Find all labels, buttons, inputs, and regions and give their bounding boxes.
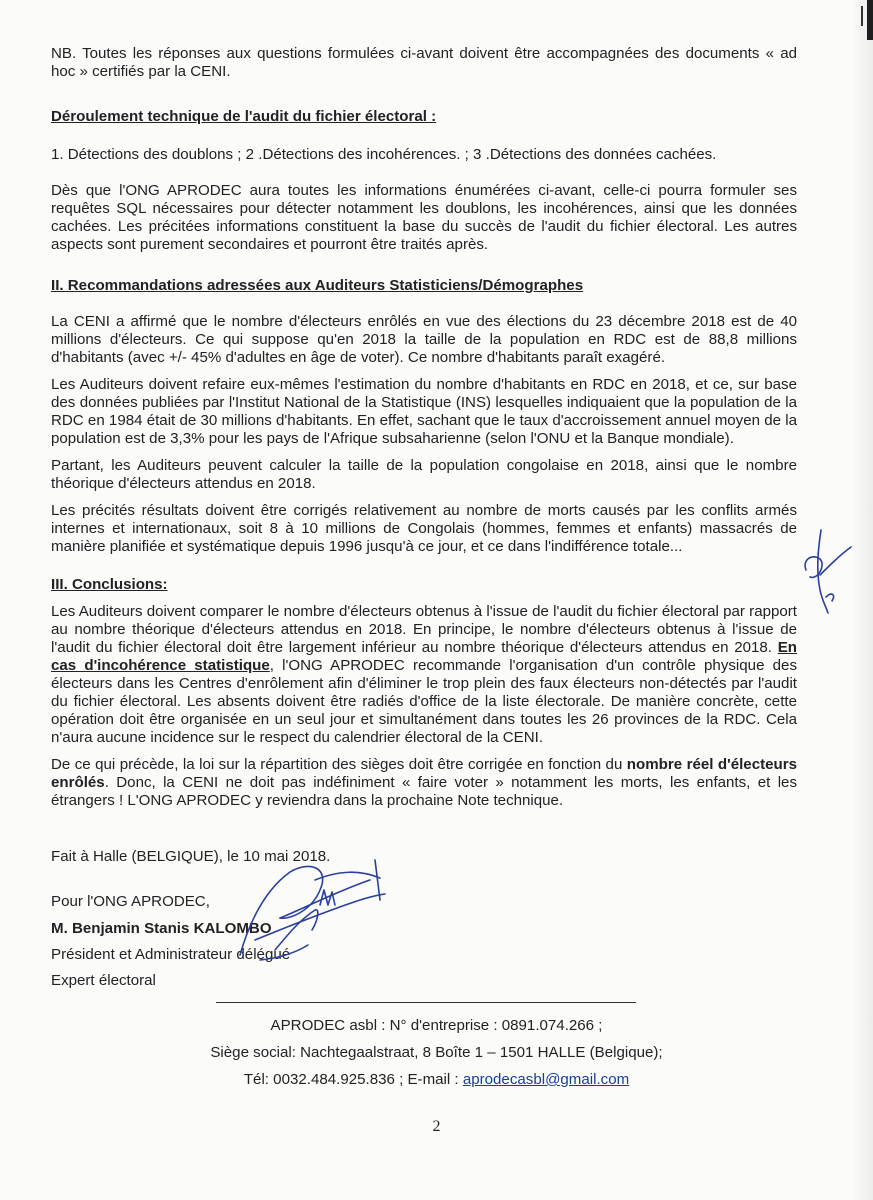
footer-rule	[216, 1002, 636, 1003]
recommendations-paragraph-1: La CENI a affirmé que le nombre d'électeurs enrôlés en vue des élections du 23 décembre 2018 est de 40 millions d'électeurs. Ce qui suppose qu'en 2018 la taille de la population en RDC est de 88,8 millions d'habitants (avec +/- 45% d'adultes en âge de voter). Ce nombre d'habitants paraît exagéré.	[51, 313, 797, 366]
place-date: Fait à Halle (BELGIQUE), le 10 mai 2018.	[51, 848, 331, 865]
conclusions-paragraph-1	[51, 603, 797, 747]
footer-company-number: APRODEC asbl : N° d'entreprise : 0891.074.266 ;	[270, 1017, 603, 1034]
signatory-role: Président et Administrateur délégué	[51, 946, 291, 963]
footer-address: Siège social: Nachtegaalstraat, 8 Boîte 1 – 1501 HALLE (Belgique);	[210, 1044, 663, 1061]
footer-phone: Tél: 0032.484.925.836 ; E-mail :	[243, 1071, 463, 1088]
conclusions-p2-end: . Donc, la CENI ne doit pas indéfiniment « faire voter » notamment les morts, les enfants, et les étrangers ! L'ONG APRODEC y reviendra dans la prochaine Note technique.	[51, 774, 797, 809]
handwritten-signature	[220, 860, 390, 970]
document-body	[51, 40, 797, 810]
footer-contact	[0, 1071, 873, 1088]
recommendations-section-title: II. Recommandations adressées aux Auditeurs Statisticiens/Démographes	[51, 277, 584, 294]
recommendations-paragraph-3: Partant, les Auditeurs peuvent calculer la taille de la population congolaise en 2018, ainsi que le nombre théorique d'électeurs attendus en 2018.	[51, 457, 797, 492]
conclusions-p1-end: , l'ONG APRODEC recommande l'organisation d'un contrôle physique des électeurs dans les Centres d'enrôlement afin d'éliminer le trop plein des faux électeurs non-détectés par l'audit du fichier électoral. Les absents doivent être radiés d'office de la liste électorale. De manière concrète, cette opération doit être organisée en un seul jour et simultanément dans toutes les 26 provinces de la RDC. Cela n'aura aucune incidence sur le respect du calendrier électoral de la CENI.	[51, 657, 797, 746]
audit-section-title: Déroulement technique de l'audit du fichier électoral :	[51, 108, 437, 125]
conclusions-section-title: III. Conclusions:	[51, 576, 168, 593]
scan-edge-tick	[861, 6, 863, 26]
footer-email-link[interactable]: aprodecasbl@gmail.com	[462, 1071, 630, 1088]
conclusions-paragraph-2	[51, 756, 797, 810]
page-number: 2	[432, 1118, 441, 1135]
audit-paragraph: Dès que l'ONG APRODEC aura toutes les informations énumérées ci-avant, celle-ci pourra formuler ses requêtes SQL nécessaires pour détecter notamment les doublons, les incohérences, ainsi que les données cachées. Les précitées informations constituent la base du succès de l'audit du fichier électoral. Les autres aspects sont purement secondaires et pourront être traités après.	[51, 182, 797, 253]
signatory-expertise: Expert électoral	[51, 972, 156, 989]
margin-initials	[796, 525, 856, 620]
audit-steps: 1. Détections des doublons ; 2 .Détections des incohérences. ; 3 .Détections des données cachées.	[51, 146, 717, 163]
statistical-incoherence-emphasis: En cas d'incohérence statistique	[51, 639, 797, 674]
nb-paragraph: NB. Toutes les réponses aux questions formulées ci-avant doivent être accompagnées des documents « ad hoc » certifiés par la CENI.	[51, 45, 797, 80]
conclusions-p1-start: Les Auditeurs doivent comparer le nombre d'électeurs obtenus à l'issue de l'audit du fichier électoral par rapport au nombre théorique d'électeurs attendus en 2018. En principe, le nombre d'électeurs obtenus à l'issue de l'audit du fichier électoral doit être largement inférieur au nombre théorique d'électeurs attendus en 2018.	[51, 603, 797, 656]
for-organization: Pour l'ONG APRODEC,	[51, 893, 210, 910]
signatory-name: M. Benjamin Stanis KALOMBO	[51, 920, 272, 937]
conclusions-p2-start: De ce qui précède, la loi sur la répartition des sièges doit être corrigée en fonction du	[51, 756, 627, 773]
recommendations-paragraph-2: Les Auditeurs doivent refaire eux-mêmes l'estimation du nombre d'habitants en RDC en 2018, et ce, sur base des données publiées par l'Institut National de la Statistique (INS) lesquelles indiquaient que la population de la RDC en 1984 était de 30 millions d'habitants. En effet, sachant que le taux d'accroissement annuel moyen de la population est de 3,3% pour les pays de l'Afrique subsaharienne (selon l'ONU et la Banque mondiale).	[51, 376, 797, 447]
scan-edge-mark	[867, 0, 873, 40]
real-voters-emphasis: nombre réel d'électeurs enrôlés	[51, 756, 798, 791]
recommendations-paragraph-4: Les précités résultats doivent être corrigés relativement au nombre de morts causés par les conflits armés internes et internationaux, soit 8 à 10 millions de Congolais (hommes, femmes et enfants) massacrés de manière planifiée et systématique depuis 1996 jusqu'à ce jour, et ce dans l'indifférence totale...	[51, 502, 797, 555]
